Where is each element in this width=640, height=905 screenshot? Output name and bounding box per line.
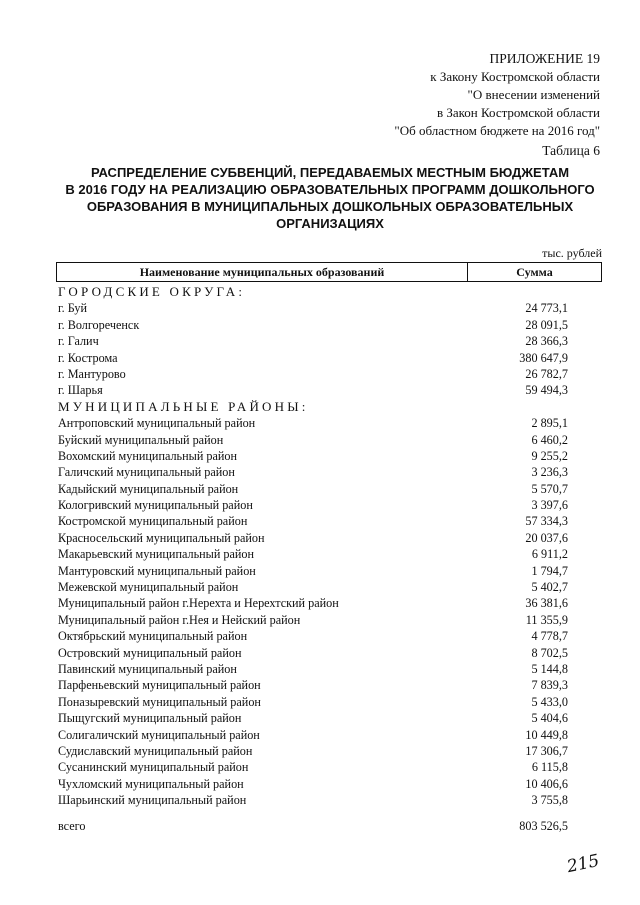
table-row <box>58 415 598 431</box>
appendix-header <box>394 50 600 140</box>
row-value: 17 306,7 <box>525 743 568 758</box>
title-line: ОБРАЗОВАНИЯ В МУНИЦИПАЛЬНЫХ ДОШКОЛЬНЫХ ОБРАЗОВАТЕЛЬНЫХ <box>86 199 574 214</box>
row-name: Кадыйский муниципальный район <box>58 481 239 496</box>
header-name: Наименование муниципальных образований <box>57 263 468 281</box>
table-row <box>58 661 598 677</box>
row-name: Шарьинский муниципальный район <box>58 793 247 808</box>
row-value: 5 402,7 <box>531 580 568 595</box>
table-row <box>58 350 598 366</box>
document-title <box>50 164 610 232</box>
row-value: 10 406,6 <box>525 776 568 791</box>
table-row <box>58 694 598 710</box>
table-row <box>58 645 598 661</box>
appendix-line: "О внесении изменений <box>467 87 600 102</box>
table-row <box>58 612 598 628</box>
row-name: Солигаличский муниципальный район <box>58 727 260 742</box>
row-name: Судиславский муниципальный район <box>58 743 253 758</box>
header-sum: Сумма <box>516 264 553 279</box>
row-value: 36 381,6 <box>525 596 568 611</box>
row-value: 8 702,5 <box>531 645 568 660</box>
row-value: 24 773,1 <box>525 301 568 316</box>
row-name: г. Кострома <box>58 350 118 365</box>
table-row <box>58 595 598 611</box>
row-name: Вохомский муниципальный район <box>58 448 238 463</box>
row-name: Муниципальный район г.Нея и Нейский район <box>58 612 301 627</box>
row-name: Островский муниципальный район <box>58 645 242 660</box>
table-row <box>58 727 598 743</box>
row-name: г. Мантурово <box>58 366 126 381</box>
row-value: 6 460,2 <box>531 432 568 447</box>
row-name: Костромской муниципальный район <box>58 514 248 529</box>
table-body <box>58 284 598 809</box>
row-value: 380 647,9 <box>519 350 568 365</box>
row-value: 28 091,5 <box>525 317 568 332</box>
row-value: 6 911,2 <box>531 547 568 562</box>
table-row <box>58 546 598 562</box>
table-row <box>58 743 598 759</box>
title-line: ОРГАНИЗАЦИЯХ <box>276 216 384 231</box>
row-name: г. Буй <box>58 301 88 316</box>
row-value: 9 255,2 <box>531 448 568 463</box>
row-name: Макарьевский муниципальный район <box>58 547 255 562</box>
row-name: Парфеньевский муниципальный район <box>58 678 261 693</box>
cities-list <box>58 300 598 398</box>
appendix-line: к Закону Костромской области <box>430 69 600 84</box>
row-name: Красносельский муниципальный район <box>58 530 265 545</box>
row-name: г. Шарья <box>58 383 103 398</box>
row-name: Межевской муниципальный район <box>58 580 239 595</box>
row-name: Павинский муниципальный район <box>58 661 237 676</box>
row-name: Галичский муниципальный район <box>58 465 235 480</box>
table-row <box>58 464 598 480</box>
table-row <box>58 300 598 316</box>
page-number: 215 <box>565 850 602 878</box>
table-row <box>58 677 598 693</box>
row-value: 28 366,3 <box>525 334 568 349</box>
row-value: 11 355,9 <box>525 612 568 627</box>
row-value: 3 755,8 <box>531 793 568 808</box>
total-row <box>58 818 598 834</box>
row-name: Антроповский муниципальный район <box>58 416 256 431</box>
title-line: РАСПРЕДЕЛЕНИЕ СУБВЕНЦИЙ, ПЕРЕДАВАЕМЫХ МЕСТНЫМ БЮДЖЕТАМ <box>90 165 570 180</box>
row-name: Кологривский муниципальный район <box>58 498 253 513</box>
table-number: Таблица 6 <box>542 143 600 158</box>
units-label: тыс. рублей <box>542 246 602 260</box>
row-value: 5 570,7 <box>531 481 568 496</box>
table-row <box>58 432 598 448</box>
row-value: 1 794,7 <box>531 563 568 578</box>
row-value: 3 236,3 <box>531 465 568 480</box>
table-header <box>56 262 602 282</box>
row-value: 5 433,0 <box>531 694 568 709</box>
table-row <box>58 366 598 382</box>
table-row <box>58 317 598 333</box>
row-value: 6 115,8 <box>531 760 568 775</box>
row-name: г. Волгореченск <box>58 317 140 332</box>
row-value: 4 778,7 <box>531 629 568 644</box>
row-name: Пыщугский муниципальный район <box>58 711 242 726</box>
title-line: В 2016 ГОДУ НА РЕАЛИЗАЦИЮ ОБРАЗОВАТЕЛЬНЫХ ПРОГРАММ ДОШКОЛЬНОГО <box>65 182 595 197</box>
table-row <box>58 710 598 726</box>
table-row <box>58 759 598 775</box>
row-name: Буйский муниципальный район <box>58 432 224 447</box>
row-name: Октябрьский муниципальный район <box>58 629 248 644</box>
row-value: 59 494,3 <box>525 383 568 398</box>
table-row <box>58 497 598 513</box>
row-value: 7 839,3 <box>531 678 568 693</box>
appendix-line: "Об областном бюджете на 2016 год" <box>394 123 600 138</box>
row-name: Сусанинский муниципальный район <box>58 760 249 775</box>
table-row <box>58 448 598 464</box>
row-value: 3 397,6 <box>531 498 568 513</box>
row-name: г. Галич <box>58 334 99 349</box>
table-row <box>58 333 598 349</box>
table-row <box>58 513 598 529</box>
row-value: 57 334,3 <box>525 514 568 529</box>
table-row <box>58 481 598 497</box>
districts-list <box>58 415 598 808</box>
row-value: 5 404,6 <box>531 711 568 726</box>
section-districts: МУНИЦИПАЛЬНЫЕ РАЙОНЫ: <box>58 398 309 414</box>
table-row <box>58 382 598 398</box>
row-value: 20 037,6 <box>525 530 568 545</box>
row-value: 5 144,8 <box>531 661 568 676</box>
table-row <box>58 776 598 792</box>
total-value: 803 526,5 <box>519 819 568 833</box>
row-name: Чухломский муниципальный район <box>58 776 244 791</box>
table-row <box>58 579 598 595</box>
appendix-line: в Закон Костромской области <box>436 105 600 120</box>
row-value: 2 895,1 <box>531 416 568 431</box>
appendix-number: ПРИЛОЖЕНИЕ 19 <box>489 51 600 66</box>
total-label: всего <box>58 819 86 833</box>
row-value: 26 782,7 <box>525 366 568 381</box>
table-row <box>58 530 598 546</box>
row-name: Муниципальный район г.Нерехта и Нерехтский район <box>58 596 339 611</box>
table-row <box>58 792 598 808</box>
row-value: 10 449,8 <box>525 727 568 742</box>
table-row <box>58 563 598 579</box>
section-cities: ГОРОДСКИЕ ОКРУГА: <box>58 284 246 299</box>
row-name: Поназыревский муниципальный район <box>58 694 261 709</box>
row-name: Мантуровский муниципальный район <box>58 563 256 578</box>
table-row <box>58 628 598 644</box>
